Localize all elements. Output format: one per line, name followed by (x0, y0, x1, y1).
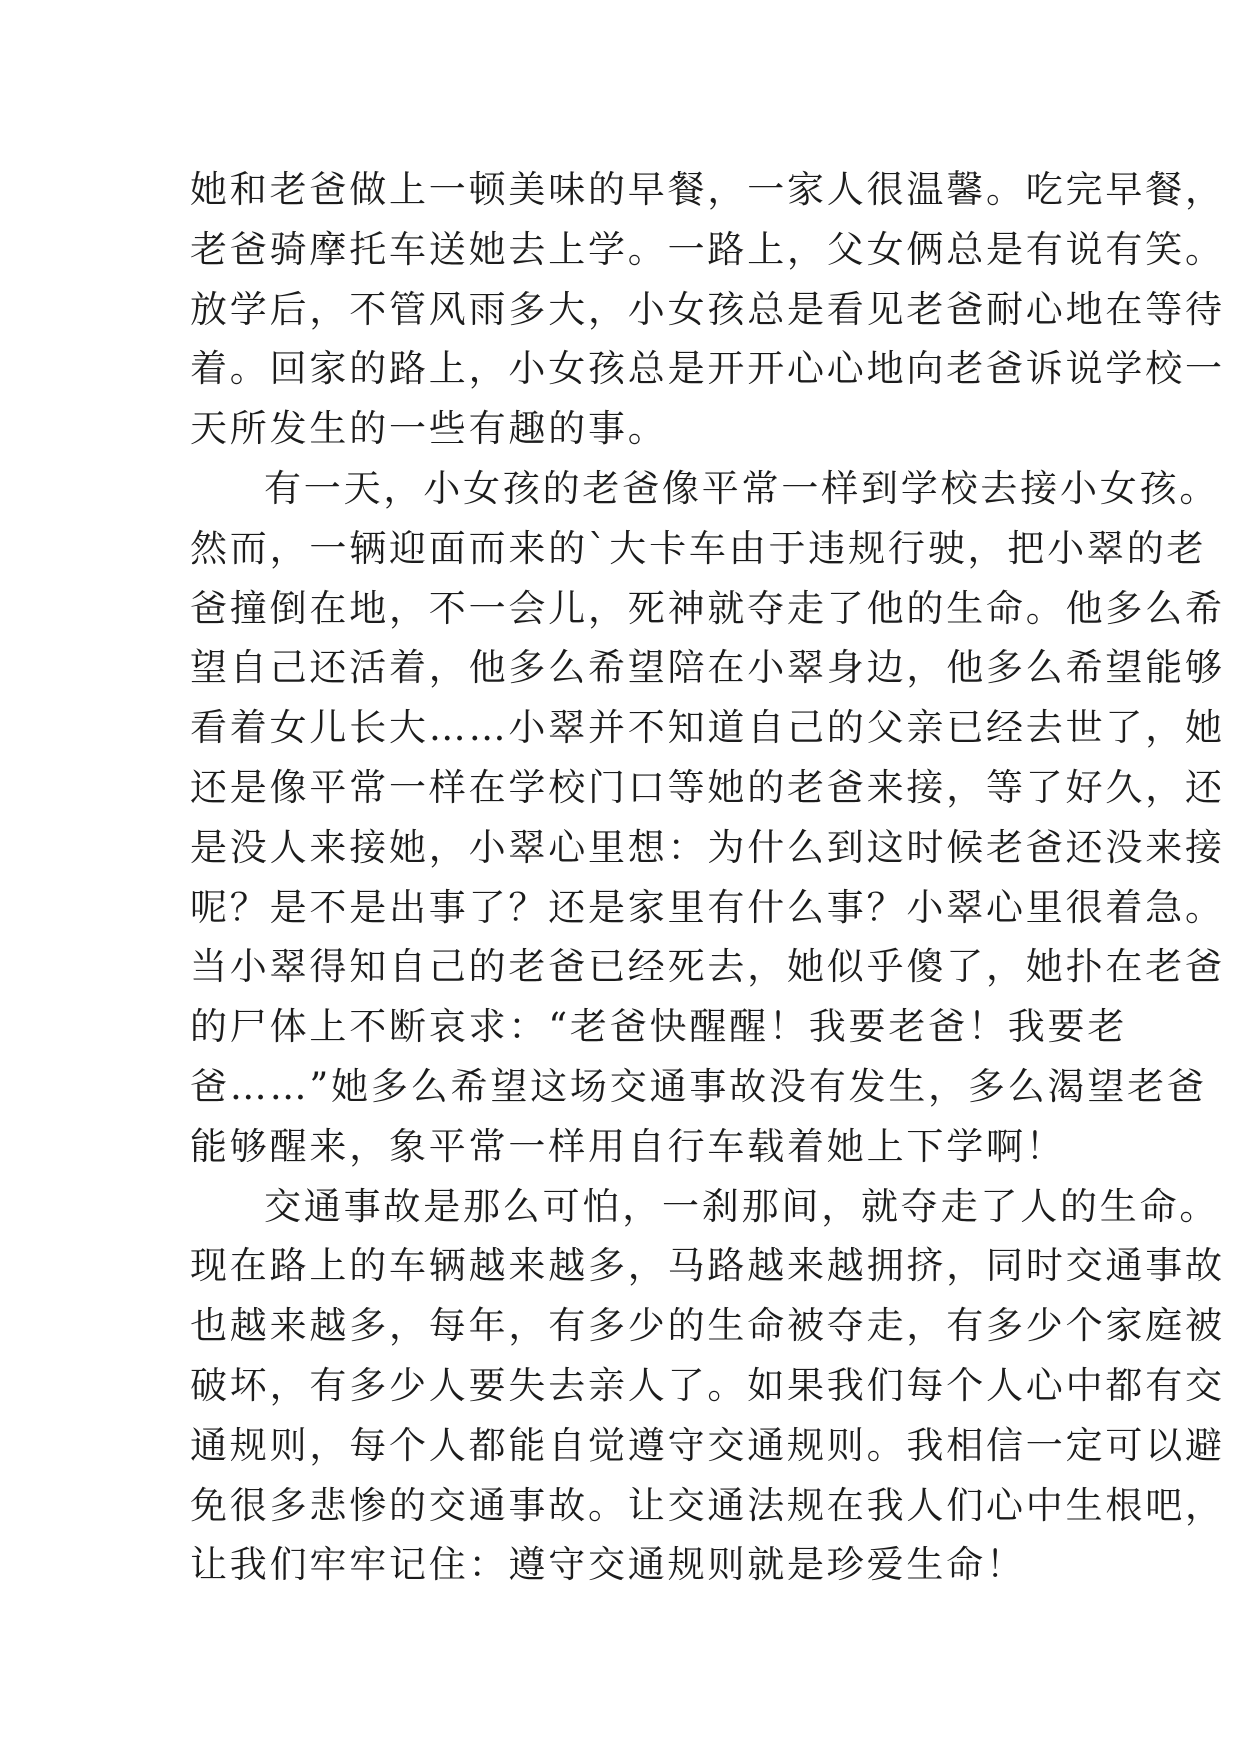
text-line: 交通事故是那么可怕，一刹那间，就夺走了人的生命。 (264, 1184, 1220, 1228)
text-line: 破坏，有多少人要失去亲人了。如果我们每个人心中都有交 (190, 1363, 1225, 1407)
text-line: 当小翠得知自己的老爸已经死去，她似乎傻了，她扑在老爸 (190, 945, 1225, 989)
paragraph-1 (190, 160, 1225, 459)
text-line: 还是像平常一样在学校门口等她的老爸来接，等了好久，还 (190, 765, 1225, 809)
text-line: 也越来越多，每年，有多少的生命被夺走，有多少个家庭被 (190, 1304, 1225, 1348)
text-line: 呢？是不是出事了？还是家里有什么事？小翠心里很着急。 (190, 885, 1225, 929)
paragraph-3 (190, 1177, 1225, 1596)
text-line: 通规则，每个人都能自觉遵守交通规则。我相信一定可以避 (190, 1423, 1225, 1467)
text-line: 爸撞倒在地，不一会儿，死神就夺走了他的生命。他多么希 (190, 586, 1225, 630)
text-line: 免很多悲惨的交通事故。让交通法规在我人们心中生根吧， (190, 1483, 1225, 1527)
text-line: 望自己还活着，他多么希望陪在小翠身边，他多么希望能够 (190, 646, 1225, 690)
body-text (190, 160, 1225, 1595)
text-line: 着。回家的路上，小女孩总是开开心心地向老爸诉说学校一 (190, 347, 1225, 391)
text-line: 爸……”她多么希望这场交通事故没有发生，多么渴望老爸 (190, 1064, 1207, 1108)
text-line: 让我们牢牢记住：遵守交通规则就是珍爱生命！ (190, 1543, 1026, 1587)
text-line: 现在路上的车辆越来越多，马路越来越拥挤，同时交通事故 (190, 1244, 1225, 1288)
paragraph-2 (190, 459, 1225, 1177)
text-line: 天所发生的一些有趣的事。 (190, 407, 668, 451)
text-line: 然而，一辆迎面而来的`大卡车由于违规行驶，把小翠的老 (190, 526, 1207, 570)
text-line: 放学后，不管风雨多大，小女孩总是看见老爸耐心地在等待 (190, 287, 1225, 331)
text-line: 能够醒来，象平常一样用自行车载着她上下学啊！ (190, 1124, 1066, 1168)
text-line: 有一天，小女孩的老爸像平常一样到学校去接小女孩。 (264, 466, 1220, 510)
text-line: 看着女儿长大……小翠并不知道自己的父亲已经去世了，她 (190, 706, 1225, 750)
text-line: 是没人来接她，小翠心里想：为什么到这时候老爸还没来接 (190, 825, 1225, 869)
text-line: 老爸骑摩托车送她去上学。一路上，父女俩总是有说有笑。 (190, 227, 1225, 271)
text-line: 的尸体上不断哀求：“老爸快醒醒！我要老爸！我要老 (190, 1005, 1128, 1049)
text-line: 她和老爸做上一顿美味的早餐，一家人很温馨。吃完早餐， (190, 168, 1225, 211)
